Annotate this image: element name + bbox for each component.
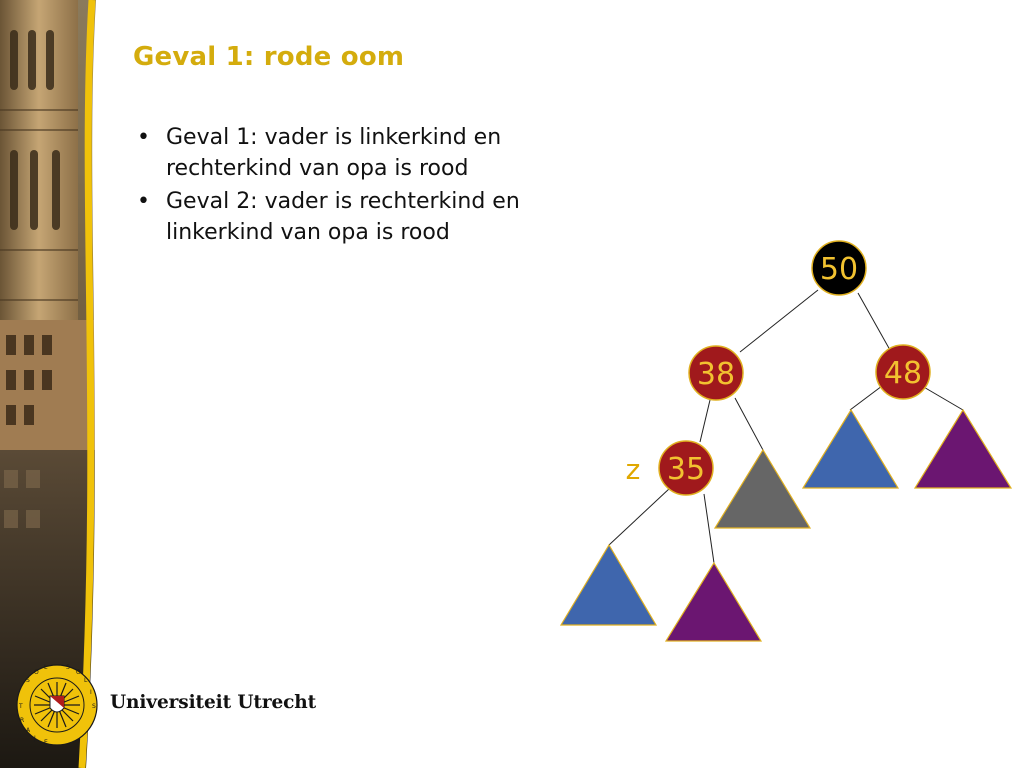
bullet-dot: • (137, 125, 150, 150)
node-50 (812, 241, 866, 295)
node-35 (659, 441, 713, 495)
svg-text:A: A (26, 727, 31, 734)
university-seal-logo (14, 662, 100, 748)
svg-text:L: L (84, 677, 88, 684)
svg-text:R: R (20, 717, 25, 724)
subtree-blue-left (561, 545, 656, 625)
subtree-gray (715, 450, 810, 528)
node-38-label: 38 (696, 357, 736, 392)
edge-35-purple (704, 494, 714, 563)
subtree-blue-right (803, 410, 898, 488)
node-48 (876, 345, 930, 399)
svg-text:S: S (66, 664, 70, 671)
svg-text:E: E (44, 739, 48, 746)
slide-title: Geval 1: rode oom (133, 42, 405, 72)
edge-48-blue (850, 386, 882, 410)
bullet-text-1: Geval 1: vader is linkerkind en rechterkind van opa is rood (166, 125, 502, 181)
node-35-label: 35 (666, 452, 706, 487)
node-50-label: 50 (819, 252, 859, 287)
svg-text:O: O (34, 669, 39, 676)
edge-48-purple (922, 386, 963, 410)
university-name: Universiteit Utrecht (110, 692, 317, 713)
svg-text:S: S (92, 703, 96, 710)
svg-text:J: J (34, 735, 36, 742)
svg-text:I: I (90, 689, 92, 696)
bullet-dot: • (137, 189, 150, 214)
z-label: z (625, 453, 641, 486)
svg-text:L: L (44, 664, 48, 671)
svg-text:O: O (76, 669, 81, 676)
edge-35-blue (609, 488, 670, 545)
edge-50-48 (858, 293, 890, 350)
svg-text:T: T (19, 703, 23, 710)
bullet-text-2: Geval 2: vader is rechterkind en linkerkind van opa is rood (166, 189, 520, 245)
node-48-label: 48 (883, 356, 923, 391)
node-38 (689, 346, 743, 400)
edge-38-35 (700, 400, 710, 442)
edge-38-gray (735, 398, 763, 450)
svg-text:S: S (26, 677, 30, 684)
subtree-purple-left (666, 563, 761, 641)
edge-50-38 (740, 290, 818, 352)
subtree-purple-right (915, 410, 1011, 488)
